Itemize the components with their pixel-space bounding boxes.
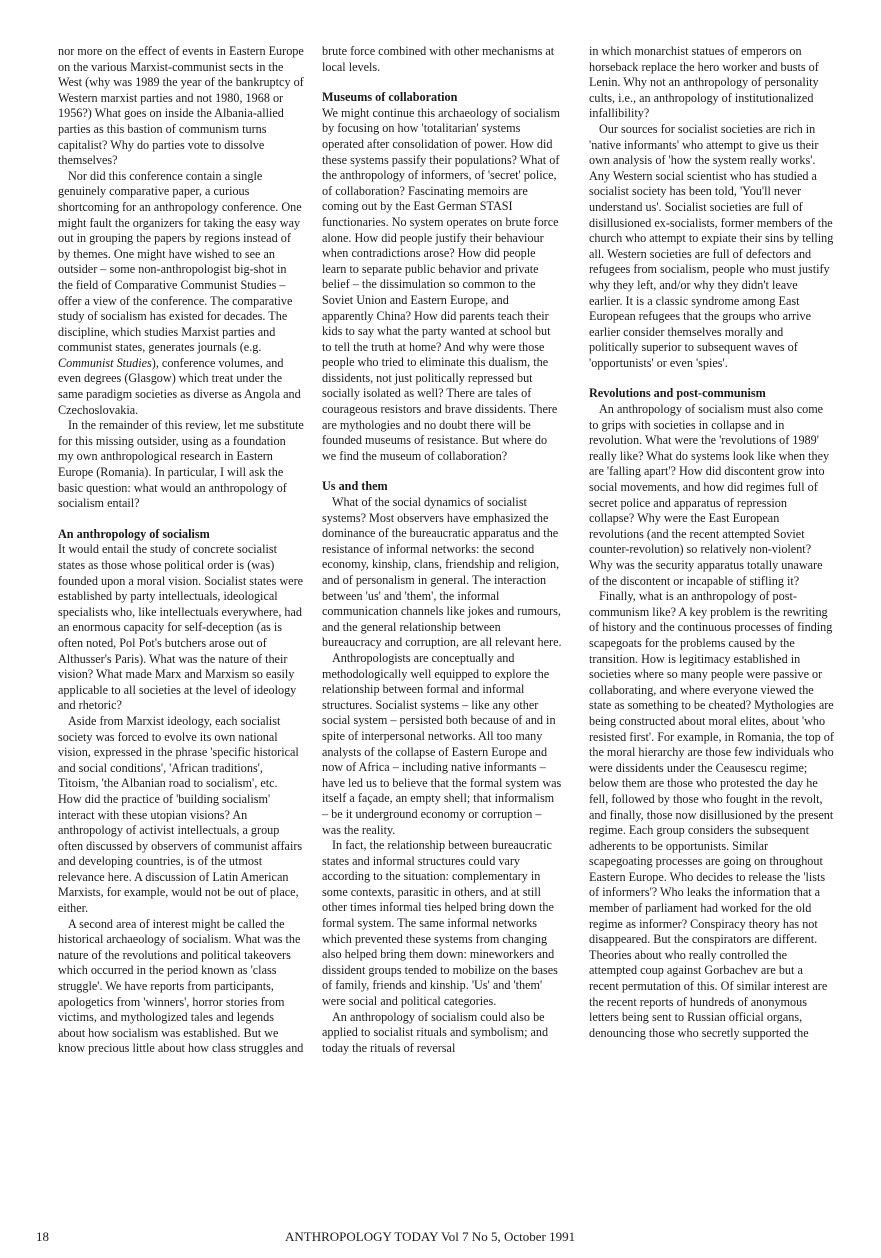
section-heading: Revolutions and post-communism (589, 386, 766, 401)
journal-title: Communist Studies (58, 355, 152, 370)
paragraph: An anthropology of socialism could also be applied to socialist rituals and symbolism; and today the rituals of reversal (322, 1009, 549, 1055)
paragraph: Aside from Marxist ideology, each socialist society was forced to evolve its own national vision, expressed in the phrase 'specific historical and social conditions', 'African traditions', Titoism, 'the Albanian road to socialism', etc. How did the practice of 'building socialism' interact with these utopian visions? An anthropology of activist intellectuals, a group often discussed by observers of communist affairs and developing countries, is of the utmost relevance here. A discussion of Latin American Marxists, for example, would not be out of place, either. (58, 713, 303, 916)
section-heading: An anthropology of socialism (58, 526, 210, 541)
paragraph: In the remainder of this review, let me substitute for this missing outsider, using as a foundation my own anthropological research in Eastern Europe (Romania). In particular, I will ask the basic question: what would an anthropology of socialism entail? (58, 418, 304, 511)
column-1 (58, 44, 304, 1057)
paragraph: In fact, the relationship between bureaucratic states and informal structures could vary according to the situation: complementary in some contexts, parasitic in others, and at still other times informal ties helped bring down the formal system. The same informal networks which prevented these systems from changing also helped bring them down: mineworkers and dissident groups tended to mobilize on the bases of family, friends and kinship. 'Us' and 'them' were social and political categories. (322, 838, 558, 1009)
paragraph: Our sources for socialist societies are rich in 'native informants' who attempt to give us their own analysis of 'how the system really works'. Any Western social scientist who has studied a socialist society has been told, 'You'll never understand us'. Socialist societies are full of disillusioned ex-socialists, former members of the church who attempt to expiate their sins by telling all. Western societies are full of defectors and refugees from socialism, people who must justify why they left, and/or why they didn't leave earlier. It is a classic syndrome among East European refugees that the groups who arrive earlier consider themselves morally and politically superior to subsequent waves of 'opportunists' or even 'spies'. (589, 121, 834, 370)
section-heading: Us and them (322, 479, 388, 494)
paragraph: Anthropologists are conceptually and methodologically well equipped to explore the relationship between formal and informal structures. Socialist systems – like any other social system – persisted both because of and in spite of interpersonal networks. All too many analysts of the collapse of Eastern Europe and now of Africa – including native informants – have led us to believe that the formal system was itself a façade, an empty shell; that informalism – be it underground economy or corruption – was the reality. (322, 650, 562, 837)
section-heading: Museums of collaboration (322, 90, 458, 105)
column-2 (322, 44, 562, 1056)
paragraph: A second area of interest might be called the historical archaeology of socialism. What was the nature of the revolutions and political takeovers which occurred in the period known as 'class struggle'. We have reports from participants, apologetics from 'winners', horror stories from victims, and mythologized tales and legends about how socialism was established. But we know precious little about how class struggles and (58, 916, 304, 1056)
paragraph-text: ), conference volumes, and even degrees (Glasgow) which treat under the same paradigm societies as diverse as Angola and Czechoslovakia. (58, 355, 301, 417)
paragraph: Finally, what is an anthropology of post-communism like? A key problem is the rewriting of history and the continuous processes of finding scapegoats for the problems caused by the transition. How is legitimacy established in societies where so many people were passive or collaborating, and where everyone viewed the state as something to be cheated? Mythologies are being constructed about moral elites, about 'who resisted first'. For example, in Romania, the top of the moral hierarchy are those few individuals who were dissidents under the Ceausescu regime; below them are those who protested the day he fell, followed by those who fought in the revolt, and finally, those now disillusioned by the present regime. Each group considers the subsequent adherents to be opportunists. Similar scapegoating processes are going on throughout Eastern Europe. Who decides to release the 'lists of informers'? Who leaks the information that a member of parliament had worked for the old regime as informer? Conspiracy theory has not disappeared. But the conspirators are different. Theories about who really controlled the attempted coup against Gorbachev are but a recent permutation of this. Of similar interest are the recent reports of hundreds of anonymous letters being sent to Russian official organs, denouncing those who secretly supported the (589, 589, 834, 1040)
paragraph: nor more on the effect of events in Eastern Europe on the various Marxist-communist sects in the West (why was 1989 the year of the bankruptcy of Western marxist parties and not 1980, 1968 or 1956?) What goes on inside the Albania-allied parties as this bastion of communism turns capitalist? Why do parties vote to dissolve themselves? (58, 44, 304, 168)
paragraph: We might continue this archaeology of socialism by focusing on how 'totalitarian' systems operated after consolidation of power. How did these systems passify their populations? What of the anthropology of informers, of 'secret' police, of collaboration? Fascinating memoirs are coming out by the East German STASI functionaries. No system operates on brute force alone. How did people justify their behaviour when contradictions arose? How did people learn to separate public behavior and private belief – the dissimulation so common to the Soviet Union and Eastern Europe, and apparently China? How did parents teach their kids to say what the party wanted at school but to tell the truth at home? And why were those people who tried to eliminate this dualism, the dissidents, not just politically repressed but socially isolated as well? There are tales of courageous resistors and brave dissidents. There are mythologies and no doubt there will be founded museums of resistance. But where do we find the museum of collaboration? (322, 105, 560, 463)
paragraph: in which monarchist statues of emperors on horseback replace the hero worker and busts of Lenin. Why not an anthropology of personality cults, i.e., an anthropology of institutionalized infallibility? (589, 44, 819, 121)
page-number: 18 (36, 1229, 49, 1244)
paragraph-text: Nor did this conference contain a single genuinely comparative paper, a curious shortcoming for an anthropology conference. One might fault the organizers for taking the easy way out in grouping the papers by regions instead of by themes. One might have wished to see an outsider – some non-anthropologist big-shot in the field of Comparative Communist Studies – offer a view of the conference. The comparative study of socialism has existed for decades. The discipline, which studies Marxist parties and communist states, generates journals (e.g. (58, 168, 302, 355)
journal-reference: ANTHROPOLOGY TODAY Vol 7 No 5, October 1991 (285, 1229, 576, 1244)
paragraph: An anthropology of socialism must also come to grips with societies in collapse and in revolution. What were the 'revolutions of 1989' really like? What do systems look like when they are 'falling apart'? How did discontent grow into social movements, and how did regimes full of secret police and apparatus of repression collapse? Why were the East European revolutions (and the recent attempted Soviet counter-revolution) so relatively non-violent? Why was the security apparatus totally unaware of the discontent or incapable of stifling it? (589, 402, 830, 588)
paragraph (58, 169, 304, 419)
column-3 (589, 44, 834, 1041)
paragraph: brute force combined with other mechanisms at local levels. (322, 44, 555, 74)
paragraph: It would entail the study of concrete socialist states as those whose political order is (was) founded upon a moral vision. Socialist states were established by party intellectuals, ideological specialists who, like intellectuals everywhere, had an enormous capacity for self-deception (as is often noted, Pol Pot's butchers arose out of Althusser's Paris). What was the nature of their vision? What made Marx and Marxism so easily applicable to all societies at the level of ideology and rhetoric? (58, 542, 304, 713)
paragraph: What of the social dynamics of socialist systems? Most observers have emphasized the dominance of the bureaucratic apparatus and the resistance of informal networks: the second economy, kinship, clans, friendship and religion, and of personalism in general. The interaction between 'us' and 'them', the informal communication channels like jokes and rumours, and the general relationship between bureaucracy and corruption, are all relevant here. (322, 495, 562, 650)
